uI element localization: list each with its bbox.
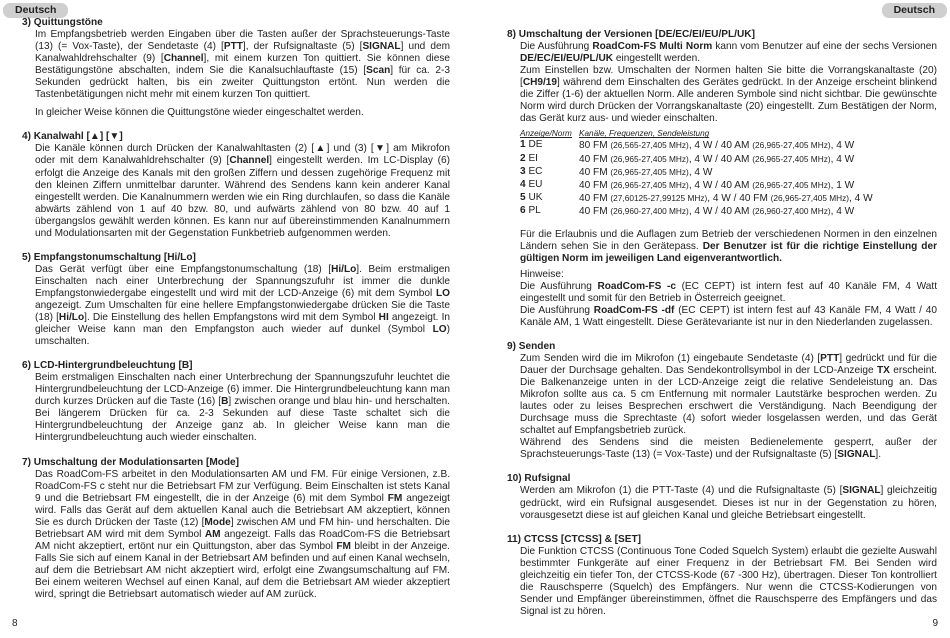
section-title: 9) Senden: [507, 340, 556, 352]
language-tab-left: Deutsch: [3, 3, 68, 18]
section-title: 4) Kanalwahl [▲] [▼]: [22, 131, 123, 143]
norm-table: [507, 129, 937, 218]
norm-cell: 5 UK: [520, 192, 543, 204]
down-arrow-icon: ▼: [109, 131, 120, 143]
table-row: [520, 166, 937, 179]
table-row: [520, 139, 937, 152]
section-ctcss: [507, 534, 937, 618]
section-rufsignal: [507, 473, 937, 521]
table-header: Anzeige/Norm Kanäle, Frequenzen, Sendeleistung: [520, 129, 710, 139]
section-title: 6) LCD-Hintergrundbeleuchtung [B]: [22, 360, 193, 372]
section-paragraph: Während des Sendens sind die meisten Bedienelemente gesperrt, außer der Sprachsteuerungs-Taste (13) (= Vox-Taste) und der Rufsignaltaste (5) [SIGNAL].: [520, 437, 937, 461]
section-title: 11) CTCSS [CTCSS] & [SET]: [507, 533, 642, 545]
page-number-left: 8: [12, 618, 18, 629]
section-paragraph: Die Kanäle können durch Drücken der Kanalwahltasten (2) [▲] und (3) [▼] am Mikrofon oder mit dem Kanalwahldrehschalter (9) [Channel] eingestellt werden. Im LC-Display (6) erfolgt die Anzeige des Kanals mit den großen Ziffern und dessen zugehörige Frequenz mit den kleinen Ziffern unmittelbar darunter. Während des Sendens kann kein anderer Kanal eingestellt werden. Die Kanalnummern werden wie ein Ring durchlaufen, so dass die Kanäle abwärts zählend von 1 auf 40 bzw. 80, und aufwärts zählend von 80 bzw. 40 auf 1 übergangslos gewählt werden können. Es kann nur auf übereinstimmenden Kanalnummern und Modulationsarten mit der Gegenstation Funkbetrieb aufgenommen werden.: [35, 143, 450, 239]
down-arrow-icon: ▼: [373, 143, 387, 155]
table-row: [520, 179, 937, 192]
section-paragraph: Werden am Mikrofon (1) die PTT-Taste (4) und die Rufsignaltaste (5) [SIGNAL] gleichzeitig gedrückt, wird ein Rufsignal ausgesendet. Dieses ist nur in der Gegenstation zu hören, vorausgesetzt diese ist auf gleichen Kanal und gleiche Betriebsart eingestellt.: [520, 485, 937, 521]
norm-spec-cell: 40 FM (26,960-27,400 MHz), 4 W / 40 AM (26,960-27,400 MHz), 4 W: [579, 206, 855, 218]
hint-label: Hinweise:: [520, 268, 564, 280]
right-page: [475, 0, 950, 638]
norm-cell: 3 EC: [520, 165, 543, 177]
section-paragraph: In gleicher Weise können die Quittungstöne wieder eingeschaltet werden.: [35, 107, 364, 119]
up-arrow-icon: ▲: [314, 143, 327, 155]
norm-spec-cell: 40 FM (27,60125-27,99125 MHz), 4 W / 40 FM (26,965-27,405 MHz), 4 W: [579, 193, 873, 205]
norm-spec-cell: 80 FM (26,565-27,405 MHz), 4 W / 40 AM (26,965-27,405 MHz), 4 W: [579, 140, 855, 152]
norm-cell: 6 PL: [520, 205, 541, 217]
section-paragraph: Die Ausführung RoadCom-FS -c (EC CEPT) ist intern fest auf 40 Kanäle FM, 4 Watt eingestellt und somit für den Betrieb in Österreich geeignet.: [520, 280, 937, 304]
up-arrow-icon: ▲: [89, 131, 100, 143]
norm-cell: 2 EI: [520, 152, 538, 164]
section-paragraph: Das Gerät verfügt über eine Empfangstonumschaltung (18) [Hi/Lo]. Beim erstmaligen Einschalten nach einer Unterbrechung der Spannungszufuhr ist immer die dunkle Empfangstonwiedergabe eingestellt und wird mit der LCD-Anzeige (6) mit dem Symbol LO angezeigt. Zum Umschalten für eine hellere Empfangstonwiedergabe drücken Sie die Taste (18) [Hi/Lo]. Die Einstellung des hellen Empfangstons wird mit dem Symbol HI angezeigt. In gleicher Weise kann man den Empfangston auch wieder auf dunkel (Symbol LO) umschalten.: [35, 263, 451, 348]
table-row: [520, 205, 937, 218]
norm-spec-cell: 40 FM (26,965-27,405 MHz), 4 W / 40 AM (26,965-27,405 MHz), 4 W: [579, 153, 855, 165]
section-senden: [507, 341, 937, 461]
right-column: [507, 29, 937, 618]
section-paragraph: Beim erstmaligen Einschalten nach einer Unterbrechung der Spannungszufuhr leuchtet die Hintergrundbeleuchtung der LCD-Anzeige (6) immer. Die Hintergrundbeleuchtung kann man durch kurzes Drücken auf die Taste (16) [B] zwischen orange und blau hin- und herschalten. Bei längerem Drücken für ca. 2-3 Sekunden auf diese Taste schaltet sich die Hintergrundbeleuchtung der Anzeige ganz ab. In gleicher Weise kann man die Hintergrundbeleuchtung auch wieder einschalten.: [35, 372, 450, 444]
section-versionen: [507, 29, 937, 329]
table-row: [520, 192, 937, 205]
section-title: 8) Umschaltung der Versionen [DE/EC/EI/EU/PL/UK]: [507, 29, 755, 40]
left-column: [22, 17, 450, 601]
norm-spec-cell: 40 FM (26,965-27,405 MHz), 4 W: [579, 166, 713, 178]
norm-spec-cell: 40 FM (26,965-27,405 MHz), 4 W / 40 AM (26,965-27,405 MHz), 1 W: [579, 179, 855, 191]
section-hintergrundbeleuchtung: [22, 360, 450, 444]
section-paragraph: Die Ausführung RoadCom-FS Multi Norm kann vom Benutzer auf eine der sechs Versionen DE/EC/EI/EU/PL/UK eingestellt werden.: [520, 41, 938, 65]
section-paragraph: Die Funktion CTCSS (Continuous Tone Coded Squelch System) erlaubt die gezielte Auswahl bestimmter Funkgeräte auf einer Frequenz in der Betriebsart FM. Bei Senden wird gleichzeitig ein tiefer Ton, der CTCSS-Kode (67 -300 Hz), übertragen. Dieser Ton kontrolliert die Rauschsperre (Squelch) des Empfängers. Nur wenn die CTCSS-Kodierungen von Sender und Empfänger übereinstimmen, öffnet die Rauschsperre des Empfängers und das Signal ist zu hören.: [520, 545, 937, 617]
section-paragraph: Im Empfangsbetrieb werden Eingaben über die Tasten außer der Sprachsteuerungs-Taste (13) (= Vox-Taste), der Sendetaste (4) [PTT], der Rufsignaltaste (5) [SIGNAL] und dem Kanalwahldrehschalter (9) [Channel], mit einem kurzen Ton quittiert. Sie können diese Bestätigungstöne abschalten, indem Sie die Kanalsuchlauftaste (15) [Scan] für ca. 2-3 Sekunden gedrückt halten, bis ein zweiter Quittungston ertönt. Nun werden die Tastenbetätigungen nicht mehr mit einem kurzen Ton quittiert.: [35, 29, 451, 101]
section-modulationsarten: [22, 457, 450, 602]
section-paragraph: Zum Einstellen bzw. Umschalten der Normen halten Sie bitte die Vorrangskanaltaste (20) [CH9/19] während dem Einschalten des Gerätes gedrückt. In der Anzeige erscheint blinkend die Ziffer (1-6) der aktuellen Norm. Alle anderen Symbole sind nicht sichtbar. Die gewünschte Norm wird durch Drücken der Vorrangskanaltaste (20) eingestellt. Zum Bestätigen der Norm, das Gerät kurz aus- und wieder einschalten.: [520, 65, 937, 125]
section-paragraph: Für die Erlaubnis und die Auflagen zum Betrieb der verschiedenen Normen in den einzelnen Ländern sehen Sie in den Gerätepass. Der Benutzer ist für die richtige Einstellung der gültigen Norm im jeweiligen Land eigenverantwortlich.: [520, 228, 937, 264]
norm-cell: 1 DE: [520, 139, 543, 151]
section-paragraph: Zum Senden wird die im Mikrofon (1) eingebaute Sendetaste (4) [PTT] gedrückt und für die Dauer der Durchsage gehalten. Das Sendekontrollsymbol in der LCD-Anzeige TX erscheint. Die Balkenanzeige unten in der LCD-Anzeige zeigt die relative Sendeleistung an. Das Mikrofon sollte aus ca. 5 cm Entfernung mit normaler Lautstärke besprochen werden. Zu lautes oder zu leises Besprechen erschwert die Verständigung. Nach Beendigung der Durchsage muss die Sprechtaste (4) sofort wieder losgelassen werden, und das Gerät schaltet auf Empfangsbetrieb zurück.: [520, 353, 937, 437]
section-paragraph: Das RoadCom-FS arbeitet in den Modulationsarten AM und FM. Für einige Versionen, z.B. RoadCom-FS c steht nur die Betriebsart FM zur Verfügung. Beim Einschalten ist stets Kanal 9 und die Betriebsart FM eingestellt, die in der Anzeige (6) mit dem Symbol FM angezeigt wird. Falls das Gerät auf dem aktuellen Kanal auch die Betriebsart AM akzeptiert, können Sie es durch Drücken der Taste (12) [Mode] zwischen AM und FM hin- und herschalten. Die Betriebsart AM wird mit dem Symbol AM angezeigt. Falls das RoadCom-FS die Betriebsart AM nicht akzeptiert, ertönt nur ein Quittungston, aber das Symbol FM bleibt in der Anzeige. Falls Sie sich auf einem Kanal in der Betriebsart AM befinden und auf einen Kanal wechseln, auf dem die Betriebsart AM nicht akzeptiert wird, erfolgt eine Zwangsumschaltung auf FM. Bei einem weiteren Wechsel auf einen Kanal, auf dem die Betriebsart AM wieder akzeptiert wird, springt die Betriebsart automatisch wieder auf AM zurück.: [35, 468, 450, 601]
section-paragraph: Die Ausführung RoadCom-FS -df (EC CEPT) ist intern fest auf 43 Kanäle FM, 4 Watt / 40 Kanäle AM, 1 Watt eingestellt. Diese Gerätevariante ist nur in den Niederlanden zugelassen.: [520, 304, 937, 328]
section-empfangstonumschaltung: [22, 252, 450, 348]
norm-cell: 4 EU: [520, 178, 543, 190]
language-tab-right: Deutsch: [882, 3, 947, 18]
section-quittungstoene: [22, 17, 450, 119]
section-kanalwahl: [22, 131, 450, 239]
page-number-right: 9: [932, 618, 938, 629]
section-title: 3) Quittungstöne: [22, 17, 103, 28]
table-row: [520, 153, 937, 166]
section-title: 7) Umschaltung der Modulationsarten [Mode]: [22, 456, 240, 468]
section-title: 5) Empfangstonumschaltung [Hi/Lo]: [22, 251, 196, 263]
section-title: 10) Rufsignal: [507, 473, 571, 485]
